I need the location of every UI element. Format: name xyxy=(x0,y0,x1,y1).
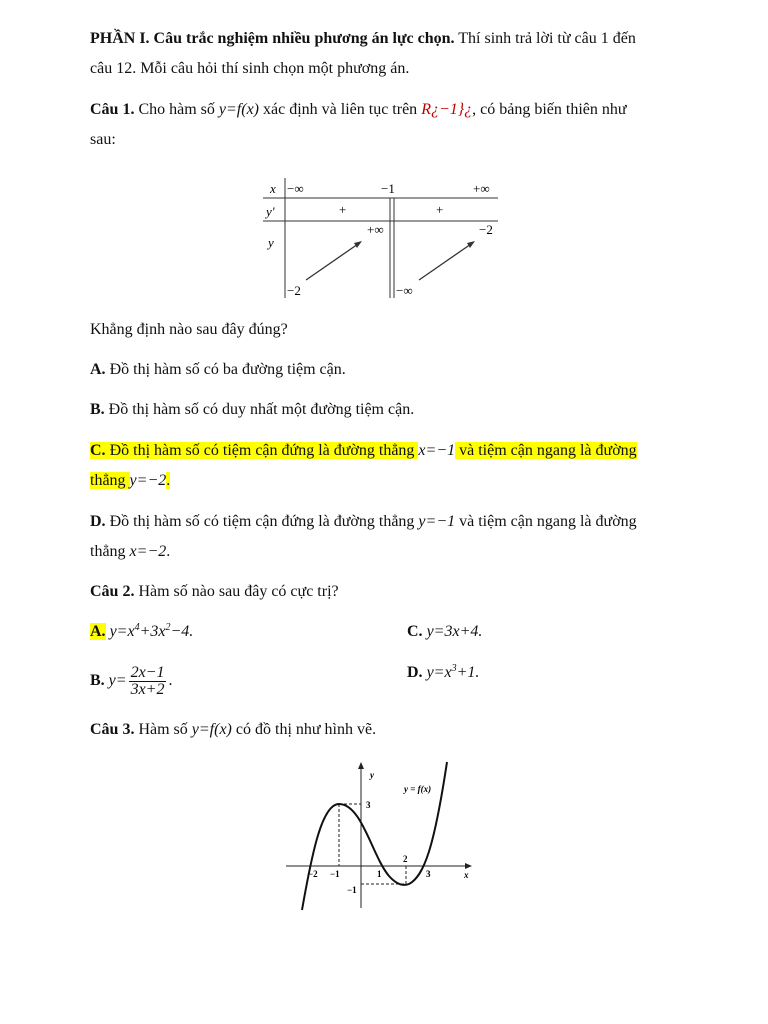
q2-option-d[interactable]: D. $y=x^3+1$. xyxy=(407,663,480,681)
q2-label: Câu 2. xyxy=(90,583,135,600)
part-title: PHẦN I. Câu trắc nghiệm nhiều phương án lực chọn. xyxy=(90,30,455,47)
graph-x-3: 3 xyxy=(426,869,431,879)
table-x-mid: −1 xyxy=(381,181,395,196)
q1-domain: R¿−1}¿ xyxy=(421,101,473,118)
variation-table xyxy=(258,172,508,304)
q1-question: Khẳng định nào sau đây đúng? xyxy=(90,321,288,338)
graph-x-minus2: −2 xyxy=(308,869,318,879)
graph-curve-label: y = f(x) xyxy=(404,784,432,794)
fraction: $\frac{2x-1}{3x+2}$ xyxy=(130,663,165,698)
table-x-left: −∞ xyxy=(287,181,304,196)
q1-option-a[interactable]: A. Đồ thị hàm số có ba đường tiệm cận. xyxy=(90,361,346,378)
graph-x-minus1: −1 xyxy=(330,869,340,879)
function-graph xyxy=(284,758,474,913)
q1-stem: Câu 1. Cho hàm số y=f(x) xác định và liên tục trên R¿−1}¿, có bảng biến thiên như sau: xyxy=(90,101,627,148)
q1-label: Câu 1. xyxy=(90,101,135,118)
table-y-top-right: −2 xyxy=(479,222,493,237)
part-instructions: PHẦN I. Câu trắc nghiệm nhiều phương án lực chọn. Thí sinh trả lời từ câu 1 đến câu 12. Mỗi câu hỏi thí sinh chọn một phương án. xyxy=(90,30,636,77)
graph-tick-2: 2 xyxy=(403,854,408,864)
q1-option-c-correct[interactable]: C. Đồ thị hàm số có tiệm cận đứng là đường thẳng x=−1 và tiệm cận ngang là đường thẳng y=−2. xyxy=(90,442,637,489)
table-sign-left: + xyxy=(339,202,347,217)
table-y-top-left: +∞ xyxy=(367,222,384,237)
table-y-bottom-right: −∞ xyxy=(396,283,413,298)
table-sign-right: + xyxy=(436,202,444,217)
q2-stem: Câu 2. Hàm số nào sau đây có cực trị? xyxy=(90,583,339,600)
graph-tick-minus1: −1 xyxy=(347,885,357,895)
table-x-label: x xyxy=(270,181,276,196)
q2-option-c[interactable]: C. y=3x+4. xyxy=(407,623,483,640)
table-y-bottom-left: −2 xyxy=(287,283,301,298)
table-yprime-label: y' xyxy=(266,204,275,219)
graph-x-1: 1 xyxy=(377,869,382,879)
q2-option-a[interactable]: A. $y=x^4+3x^2-4$. xyxy=(90,622,194,640)
table-x-right: +∞ xyxy=(473,181,490,196)
graph-tick-3: 3 xyxy=(366,800,371,810)
graph-x-axis-label: x xyxy=(464,870,469,880)
q3-label: Câu 3. xyxy=(90,721,135,738)
table-y-label: y xyxy=(268,235,274,250)
q2-option-b[interactable]: B. y= $\frac{2x-1}{3x+2}$ . xyxy=(90,663,173,698)
q1-option-d[interactable]: D. Đồ thị hàm số có tiệm cận đứng là đường thẳng y=−1 và tiệm cận ngang là đường thẳng x=−2. xyxy=(90,513,637,560)
q1-func: y=f(x) xyxy=(218,101,260,118)
q3-stem: Câu 3. Hàm số y=f(x) có đồ thị như hình vẽ. xyxy=(90,721,377,738)
q1-option-b[interactable]: B. Đồ thị hàm số có duy nhất một đường tiệm cận. xyxy=(90,401,415,418)
graph-y-axis-label: y xyxy=(370,770,374,780)
